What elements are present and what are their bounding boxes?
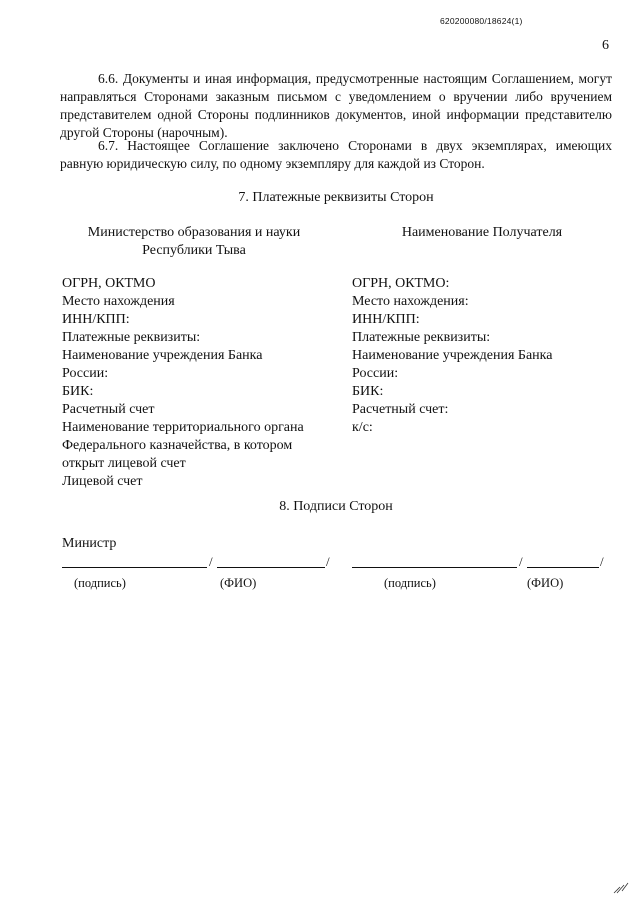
- requisite-line: открыт лицевой счет: [62, 456, 186, 471]
- slash-separator: /: [326, 554, 330, 569]
- signature-caption-right: (подпись): [384, 576, 436, 590]
- requisite-line: ИНН/КПП:: [62, 312, 130, 327]
- party-left-requisites: [62, 275, 332, 491]
- signature-line-right[interactable]: [352, 554, 607, 570]
- requisite-line: ИНН/КПП:: [352, 312, 420, 327]
- requisite-line: Наименование учреждения Банка: [62, 348, 263, 363]
- clause-6-6-text: 6.6. Документы и иная информация, предусмотренные настоящим Соглашением, могут направляться Сторонами заказным письмом с уведомлением о вручении либо вручением представителем одной Стороны подлинников документов, иной информации представителю другой Стороны (нарочным).: [60, 71, 612, 140]
- requisite-line: России:: [62, 366, 109, 381]
- section-8-title: 8. Подписи Сторон: [279, 499, 393, 514]
- requisite-line: Место нахождения: [62, 294, 175, 309]
- requisite-line: к/с:: [352, 420, 373, 435]
- clause-6-7-text: 6.7. Настоящее Соглашение заключено Сторонами в двух экземплярах, имеющих равную юридическую силу, по одному экземпляру для каждой из Сторон.: [60, 138, 612, 171]
- document-id: 620200080/18624(1): [440, 16, 523, 26]
- requisite-line: Платежные реквизиты:: [62, 330, 201, 345]
- slash-separator: /: [519, 554, 523, 569]
- party-left-name: Министерство образования и науки Республики Тыва: [87, 225, 301, 258]
- slash-separator: /: [600, 554, 604, 569]
- requisite-line: Лицевой счет: [62, 474, 143, 489]
- requisite-line: Расчетный счет: [62, 402, 155, 417]
- signature-caption-left: (подпись): [74, 576, 126, 590]
- signature-underline: [352, 567, 517, 568]
- clause-6-6: [60, 70, 612, 142]
- slash-separator: /: [209, 554, 213, 569]
- requisite-line: БИК:: [352, 384, 384, 399]
- signature-underline: [62, 567, 207, 568]
- requisite-line: Место нахождения:: [352, 294, 469, 309]
- fio-underline: [217, 567, 325, 568]
- party-right-name: Наименование Получателя: [401, 225, 563, 240]
- page-number: 6: [602, 38, 609, 53]
- signature-line-left[interactable]: [62, 554, 332, 570]
- minister-label: Министр: [62, 536, 117, 551]
- fio-caption-left: (ФИО): [220, 576, 257, 590]
- party-right-requisites: [352, 275, 612, 437]
- requisite-line: Расчетный счет:: [352, 402, 449, 417]
- requisite-line: Наименование учреждения Банка: [352, 348, 553, 363]
- initials-mark-icon: [612, 881, 630, 895]
- requisite-line: ОГРН, ОКТМО: [62, 276, 156, 291]
- fio-underline: [527, 567, 599, 568]
- requisite-line: Федерального казначейства, в котором: [62, 438, 293, 453]
- requisite-line: Наименование территориального органа: [62, 420, 304, 435]
- requisite-line: БИК:: [62, 384, 94, 399]
- section-7-title: 7. Платежные реквизиты Сторон: [238, 190, 434, 205]
- fio-caption-right: (ФИО): [527, 576, 564, 590]
- requisite-line: России:: [352, 366, 399, 381]
- requisite-line: Платежные реквизиты:: [352, 330, 491, 345]
- requisite-line: ОГРН, ОКТМО:: [352, 276, 450, 291]
- clause-6-7: [60, 137, 612, 173]
